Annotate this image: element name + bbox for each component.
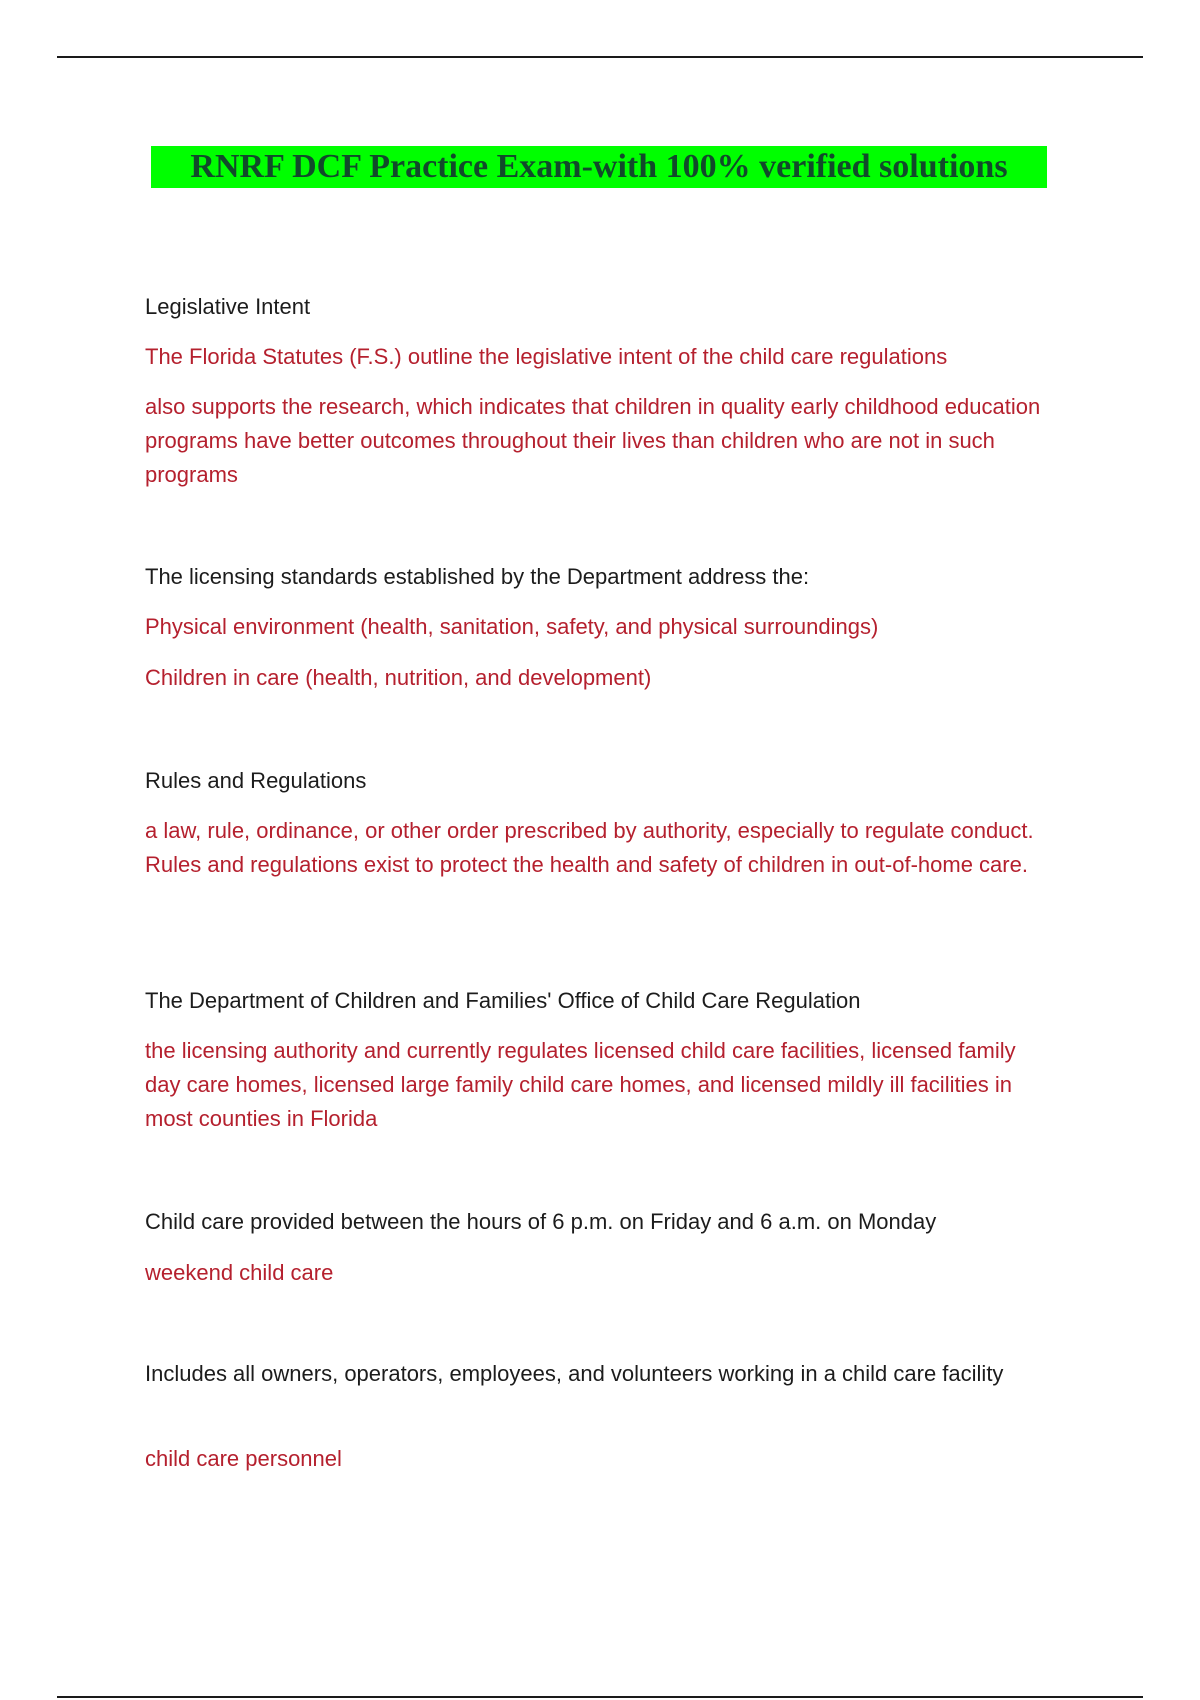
answer-text: also supports the research, which indicates that children in quality early childhood education programs have better outcomes throughout their lives than children who are not in such programs	[145, 394, 1041, 487]
question-text: The licensing standards established by the Department address the:	[145, 564, 810, 589]
answer-text: a law, rule, ordinance, or other order prescribed by authority, especially to regulate conduct. Rules and regulations exist to protect the health and safety of children in out-of-home care.	[145, 818, 1034, 877]
answer-text: The Florida Statutes (F.S.) outline the legislative intent of the child care regulations	[145, 344, 948, 369]
question-text: Rules and Regulations	[145, 768, 367, 793]
answer-text: Physical environment (health, sanitation, safety, and physical surroundings)	[145, 614, 879, 639]
document-title: RNRF DCF Practice Exam-with 100% verified solutions	[190, 148, 1008, 185]
answer-text: the licensing authority and currently regulates licensed child care facilities, licensed family day care homes, licensed large family child care homes, and licensed mildly ill facilities in most counties in Florida	[145, 1038, 1016, 1131]
question-text: Child care provided between the hours of 6 p.m. on Friday and 6 a.m. on Monday	[145, 1209, 937, 1234]
footer-rule	[57, 1696, 1143, 1698]
header-rule	[57, 56, 1143, 58]
answer-text: weekend child care	[145, 1260, 334, 1285]
question-text: The Department of Children and Families' Office of Child Care Regulation	[145, 988, 861, 1013]
question-text: Includes all owners, operators, employees, and volunteers working in a child care facility	[145, 1361, 1004, 1386]
title-highlight	[151, 146, 1047, 188]
answer-text: child care personnel	[145, 1446, 342, 1471]
answer-text: Children in care (health, nutrition, and development)	[145, 665, 652, 690]
question-text: Legislative Intent	[145, 294, 311, 319]
